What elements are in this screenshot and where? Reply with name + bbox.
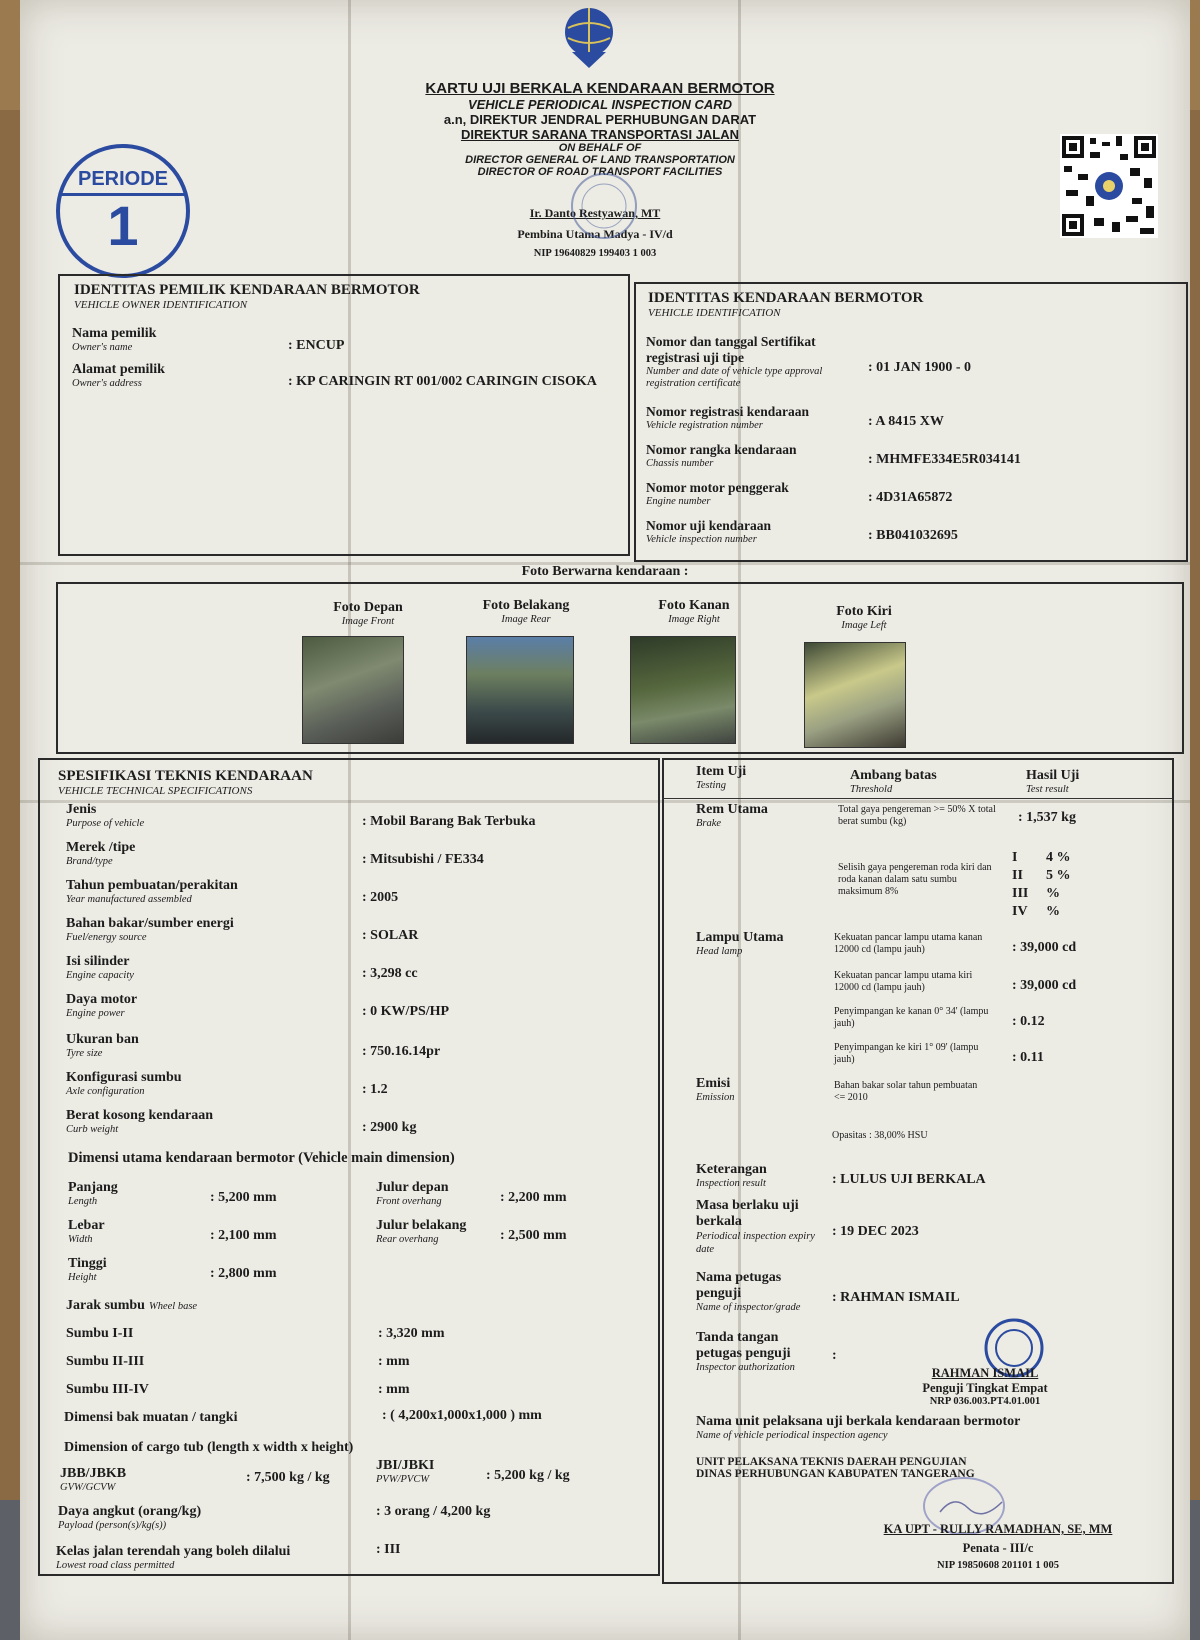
- headlamp-value: : 39,000 cd: [1012, 940, 1077, 955]
- jbi-label: JBI/JBKI: [376, 1458, 435, 1473]
- spec-label-en: Engine capacity: [66, 970, 134, 981]
- owner-section-title-en: VEHICLE OWNER IDENTIFICATION: [74, 299, 248, 311]
- behalf-line: a.n, DIREKTUR JENDRAL PERHUBUNGAN DARAT: [443, 112, 757, 127]
- overhang-value: : 2,500 mm: [500, 1228, 567, 1243]
- photo-rear-label: Foto Belakang: [482, 598, 570, 613]
- head-nip: NIP 19850608 201101 1 005: [937, 1560, 1059, 1571]
- spec-label: Ukuran ban: [66, 1032, 139, 1047]
- vehicle-id-label-en: Vehicle inspection number: [646, 534, 757, 545]
- photo-left: [804, 642, 906, 748]
- headlamp-threshold: Penyimpangan ke kanan 0° 34' (lampu jauh): [834, 1006, 989, 1029]
- brake-difference-threshold: Selisih gaya pengereman roda kiri dan roda kanan dalam satu sumbu maksimum 8%: [838, 862, 992, 897]
- registration-number-value: : A 8415 XW: [868, 414, 944, 429]
- emission-label: Emisi: [696, 1076, 731, 1091]
- vehicle-id-label-en: Chassis number: [646, 458, 714, 469]
- photo-caption-rear: [456, 598, 596, 625]
- vehicle-id-label: Nomor rangka kendaraan: [646, 442, 797, 457]
- spec-label-en: Purpose of vehicle: [66, 818, 145, 829]
- result-value: : LULUS UJI BERKALA: [832, 1172, 986, 1187]
- jbb-label-en: GVW/GCVW: [60, 1482, 116, 1493]
- vehicle-id-label-en: Number and date of vehicle type approval registration certificate: [646, 366, 823, 389]
- col-threshold-header-en: Threshold: [850, 784, 893, 795]
- owner-address-label: Alamat pemilik: [72, 362, 165, 377]
- spec-row: [66, 840, 135, 867]
- spec-label-en: Year manufactured assembled: [66, 894, 192, 905]
- wheelbase-label: Sumbu III-IV: [66, 1382, 149, 1397]
- dimension-row: [68, 1256, 107, 1283]
- director-nip: NIP 19640829 199403 1 003: [533, 248, 657, 259]
- spec-row: [66, 802, 144, 829]
- dimension-label-en: Width: [68, 1234, 93, 1245]
- director-rank: Pembina Utama Madya - IV/d: [517, 227, 673, 241]
- ministry-stamp-icon: [568, 170, 640, 242]
- road-class-label-en: Lowest road class permitted: [56, 1560, 175, 1571]
- spec-value: : 2005: [362, 890, 399, 905]
- photo-caption-front: [308, 600, 428, 627]
- periode-number: 1: [107, 194, 139, 257]
- signature-value: :: [832, 1348, 837, 1363]
- wheelbase-title: Jarak sumbu: [66, 1298, 145, 1313]
- agency-line-2: DINAS PERHUBUNGAN KABUPATEN TANGERANG: [696, 1468, 975, 1480]
- inspector-label-en: Name of inspector/grade: [696, 1302, 801, 1313]
- dimension-row: [68, 1218, 105, 1245]
- signature-label: Tanda tangan petugas penguji: [696, 1330, 791, 1361]
- headlamp-label: Lampu Utama: [696, 930, 784, 945]
- owner-section-title: IDENTITAS PEMILIK KENDARAAN BERMOTOR: [74, 282, 420, 298]
- emission-label-en: Emission: [696, 1092, 735, 1103]
- photos-title: Foto Berwarna kendaraan :: [521, 564, 689, 579]
- vehicle-id-label: Nomor uji kendaraan: [646, 518, 772, 533]
- spec-label: Merek /tipe: [66, 840, 136, 855]
- head-rank: Penata - III/c: [962, 1541, 1034, 1555]
- agency-label-en: Name of vehicle periodical inspection agency: [696, 1430, 888, 1441]
- cargo-label-en: Dimension of cargo tub (length x width x height): [64, 1440, 354, 1455]
- spec-label: Daya motor: [66, 992, 138, 1007]
- vehicle-id-title: IDENTITAS KENDARAAN BERMOTOR: [648, 290, 924, 306]
- chassis-number-value: : MHMFE334E5R034141: [868, 452, 1021, 467]
- spec-label-en: Curb weight: [66, 1124, 119, 1135]
- spec-label: Bahan bakar/sumber energi: [66, 916, 234, 931]
- vehicle-id-row: [646, 404, 809, 431]
- jbb-label: JBB/JBKB: [60, 1466, 127, 1481]
- photo-rear: [466, 636, 574, 744]
- periode-stamp: [56, 144, 190, 278]
- opacity-value: Opasitas : 38,00% HSU: [832, 1130, 928, 1141]
- dimension-value: : 2,800 mm: [210, 1266, 277, 1281]
- spec-row: [66, 878, 238, 905]
- headlamp-threshold: Kekuatan pancar lampu utama kanan 12000 cd (lampu jauh): [834, 932, 983, 955]
- engine-number-value: : 4D31A65872: [868, 490, 953, 505]
- jbi-value: : 5,200 kg / kg: [486, 1468, 570, 1483]
- vehicle-id-title-en: VEHICLE IDENTIFICATION: [648, 307, 781, 319]
- agency-label: Nama unit pelaksana uji berkala kendaraan bermotor: [696, 1414, 1021, 1429]
- col-item-header: Item Uji: [696, 764, 747, 779]
- axle-value: 4 %: [1046, 850, 1071, 865]
- spec-value: : 0 KW/PS/HP: [362, 1004, 450, 1019]
- overhang-label-en: Rear overhang: [376, 1234, 439, 1245]
- wheelbase-title-en: Wheel base: [148, 1301, 198, 1312]
- inspector-value: : RAHMAN ISMAIL: [832, 1290, 960, 1305]
- vehicle-id-label: Nomor motor penggerak: [646, 480, 789, 495]
- spec-value: : Mobil Barang Bak Terbuka: [362, 814, 536, 829]
- spec-row: [66, 1032, 139, 1059]
- brake-threshold: Total gaya pengereman >= 50% X total berat sumbu (kg): [838, 804, 996, 827]
- spec-label-en: Tyre size: [66, 1048, 103, 1059]
- qr-code-icon: [1060, 134, 1158, 238]
- jbb-value: : 7,500 kg / kg: [246, 1470, 330, 1485]
- cargo-value: : ( 4,200x1,000x1,000 ) mm: [382, 1408, 542, 1423]
- vehicle-id-label: Nomor dan tanggal Sertifikat registrasi uji tipe: [646, 334, 816, 365]
- dimension-label: Lebar: [68, 1218, 105, 1233]
- ministry-emblem-icon: [558, 4, 620, 70]
- photo-caption-right: [624, 598, 764, 625]
- headlamp-threshold: Kekuatan pancar lampu utama kiri 12000 cd (lampu jauh): [834, 970, 973, 993]
- dimension-label-en: Height: [68, 1272, 97, 1283]
- photo-front-label-en: Image Front: [341, 616, 395, 627]
- photo-left-label: Foto Kiri: [836, 604, 892, 619]
- spec-label: Berat kosong kendaraan: [66, 1108, 214, 1123]
- road-class-label: Kelas jalan terendah yang boleh dilalui: [56, 1544, 291, 1559]
- headlamp-value: : 0.11: [1012, 1050, 1044, 1065]
- spec-value: : 750.16.14pr: [362, 1044, 441, 1059]
- overhang-label-en: Front overhang: [376, 1196, 442, 1207]
- cargo-label: Dimensi bak muatan / tangki: [64, 1410, 238, 1425]
- spec-value: : 1.2: [362, 1082, 388, 1097]
- card-title-en: VEHICLE PERIODICAL INSPECTION CARD: [467, 97, 733, 112]
- vehicle-identification-section: [634, 282, 1188, 562]
- wheelbase-label: Sumbu II-III: [66, 1354, 145, 1369]
- spec-row: [66, 916, 234, 943]
- specs-title-en: VEHICLE TECHNICAL SPECIFICATIONS: [58, 785, 253, 797]
- photo-front: [302, 636, 404, 744]
- head-signature-block: [858, 1522, 1138, 1571]
- wheelbase-value: : 3,320 mm: [378, 1326, 445, 1341]
- payload-label-en: Payload (person(s)/kg(s)): [58, 1520, 167, 1531]
- director-road-en: DIRECTOR OF ROAD TRANSPORT FACILITIES: [477, 166, 723, 178]
- col-result-header-en: Test result: [1026, 784, 1069, 795]
- overhang-row: [376, 1218, 466, 1245]
- dimension-row: [68, 1180, 118, 1207]
- spec-label-en: Brand/type: [66, 856, 113, 867]
- axle-value: %: [1046, 886, 1060, 901]
- card-header: [390, 80, 810, 178]
- result-label-en: Inspection result: [696, 1178, 766, 1189]
- wheelbase-title-row: [66, 1296, 197, 1314]
- photo-caption-left: [794, 604, 934, 631]
- photo-right: [630, 636, 736, 744]
- dimension-label-en: Length: [68, 1196, 98, 1207]
- col-threshold-header: Ambang batas: [850, 768, 937, 783]
- photo-right-label: Foto Kanan: [658, 598, 730, 613]
- wheelbase-label: Sumbu I-II: [66, 1326, 134, 1341]
- payload-value: : 3 orang / 4,200 kg: [376, 1504, 491, 1519]
- vehicle-id-row: [646, 480, 789, 507]
- owner-name-label: Nama pemilik: [72, 326, 157, 341]
- headlamp-value: : 0.12: [1012, 1014, 1045, 1029]
- axle-label: II: [1012, 868, 1023, 883]
- expiry-label: Masa berlaku uji berkala: [696, 1198, 799, 1229]
- spec-value: : 2900 kg: [362, 1120, 417, 1135]
- owner-identification-section: [58, 274, 630, 556]
- spec-row: [66, 1108, 213, 1135]
- inspector-name: RAHMAN ISMAIL: [931, 1366, 1039, 1380]
- payload-label: Daya angkut (orang/kg): [58, 1504, 202, 1519]
- inspection-card: [20, 0, 1190, 1640]
- axle-value: 5 %: [1046, 868, 1071, 883]
- result-label: Keterangan: [696, 1162, 767, 1177]
- spec-value: : SOLAR: [362, 928, 419, 943]
- director-name: Ir. Danto Restyawan, MT: [529, 206, 661, 220]
- spec-value: : Mitsubishi / FE334: [362, 852, 484, 867]
- expiry-value: : 19 DEC 2023: [832, 1224, 919, 1239]
- spec-label: Isi silinder: [66, 954, 130, 969]
- headlamp-threshold: Penyimpangan ke kiri 1° 09' (lampu jauh): [834, 1042, 979, 1065]
- dimension-label: Tinggi: [68, 1256, 107, 1271]
- overhang-label: Julur belakang: [376, 1218, 467, 1233]
- inspector-grade: Penguji Tingkat Empat: [922, 1381, 1048, 1395]
- wheelbase-value: : mm: [378, 1382, 410, 1397]
- inspector-label: Nama petugas penguji: [696, 1270, 782, 1301]
- spec-label-en: Fuel/energy source: [66, 932, 147, 943]
- inspector-nrp: NRP 036.003.PT4.01.001: [929, 1396, 1041, 1407]
- wheelbase-value: : mm: [378, 1354, 410, 1369]
- dimension-value: : 5,200 mm: [210, 1190, 277, 1205]
- inspection-number-value: : BB041032695: [868, 528, 958, 543]
- photo-rear-label-en: Image Rear: [501, 614, 551, 625]
- axle-value: %: [1046, 904, 1060, 919]
- col-result-header: Hasil Uji: [1026, 768, 1080, 783]
- spec-row: [66, 954, 134, 981]
- photo-front-label: Foto Depan: [333, 600, 403, 615]
- on-behalf-en: ON BEHALF OF: [558, 142, 642, 154]
- vehicle-id-row: [646, 442, 797, 469]
- overhang-value: : 2,200 mm: [500, 1190, 567, 1205]
- spec-row: [66, 1070, 182, 1097]
- emission-threshold: Bahan bakar solar tahun pembuatan <= 2010: [834, 1080, 978, 1103]
- axle-label: III: [1012, 886, 1029, 901]
- agency-line-1: UNIT PELAKSANA TEKNIS DAERAH PENGUJIAN: [696, 1456, 967, 1468]
- brake-label: Rem Utama: [696, 802, 768, 817]
- inspector-signature-block: [890, 1366, 1080, 1407]
- owner-address-value: : KP CARINGIN RT 001/002 CARINGIN CISOKA: [288, 374, 597, 389]
- photos-section: [56, 582, 1184, 754]
- vehicle-id-label: Nomor registrasi kendaraan: [646, 404, 809, 419]
- dimension-value: : 2,100 mm: [210, 1228, 277, 1243]
- owner-name-value: : ENCUP: [288, 338, 345, 353]
- director-general-en: DIRECTOR GENERAL OF LAND TRANSPORTATION: [465, 154, 735, 166]
- brake-value: : 1,537 kg: [1018, 810, 1076, 825]
- dimension-title: Dimensi utama kendaraan bermotor (Vehicle main dimension): [68, 1150, 455, 1166]
- owner-name-label-en: Owner's name: [72, 342, 133, 353]
- road-class-value: : III: [376, 1542, 401, 1557]
- col-item-header-en: Testing: [696, 780, 726, 791]
- specs-title: SPESIFIKASI TEKNIS KENDARAAN: [58, 768, 313, 784]
- spec-label: Konfigurasi sumbu: [66, 1070, 182, 1085]
- vehicle-id-row: [646, 518, 771, 545]
- vehicle-id-label-en: Engine number: [646, 496, 711, 507]
- director-line: DIREKTUR SARANA TRANSPORTASI JALAN: [460, 127, 740, 142]
- spec-label: Jenis: [66, 802, 97, 817]
- head-name: KA UPT - RULLY RAMADHAN, SE, MM: [883, 1522, 1113, 1536]
- vehicle-id-label-en: Vehicle registration number: [646, 420, 763, 431]
- spec-row: [66, 992, 137, 1019]
- brake-label-en: Brake: [696, 818, 722, 829]
- overhang-row: [376, 1180, 449, 1207]
- spec-label-en: Engine power: [66, 1008, 125, 1019]
- jbi-label-en: PVW/PVCW: [376, 1474, 430, 1485]
- photo-right-label-en: Image Right: [668, 614, 720, 625]
- headlamp-label-en: Head lamp: [696, 946, 743, 957]
- card-title: KARTU UJI BERKALA KENDARAAN BERMOTOR: [425, 80, 775, 97]
- photo-left-label-en: Image Left: [841, 620, 887, 631]
- expiry-label-en: Periodical inspection expiry date: [696, 1231, 815, 1255]
- owner-address-label-en: Owner's address: [72, 378, 142, 389]
- vehicle-id-row: [646, 334, 841, 390]
- headlamp-value: : 39,000 cd: [1012, 978, 1077, 993]
- type-approval-value: : 01 JAN 1900 - 0: [868, 360, 972, 375]
- axle-label: IV: [1012, 904, 1028, 919]
- spec-label-en: Axle configuration: [66, 1086, 145, 1097]
- dimension-label: Panjang: [68, 1180, 118, 1195]
- signature-label-en: Inspector authorization: [696, 1362, 795, 1373]
- periode-label: PERIODE: [60, 168, 186, 196]
- spec-label: Tahun pembuatan/perakitan: [66, 878, 238, 893]
- overhang-label: Julur depan: [376, 1180, 449, 1195]
- spec-value: : 3,298 cc: [362, 966, 418, 981]
- axle-label: I: [1012, 850, 1018, 865]
